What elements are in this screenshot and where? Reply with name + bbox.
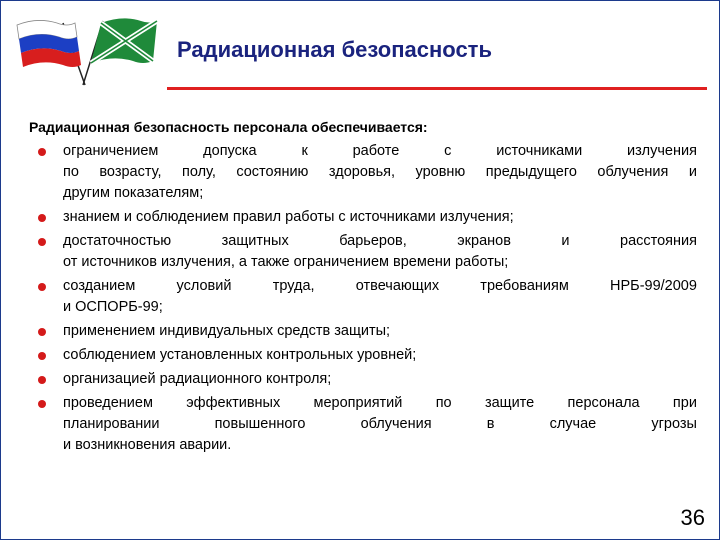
word: возрасту, xyxy=(99,164,162,180)
list-item xyxy=(29,369,697,390)
text-line: знанием и соблюдением правил работы с источниками излучения; xyxy=(63,209,514,225)
word: и xyxy=(561,233,570,249)
bullet-icon xyxy=(38,376,46,384)
slide-title: Радиационная безопасность xyxy=(177,37,492,62)
word: по xyxy=(435,395,452,411)
word: по xyxy=(63,164,79,180)
text-line: от источников излучения, а также ограничением времени работы; xyxy=(63,254,509,270)
text-line: и возникновения аварии. xyxy=(63,437,232,453)
page-number: 36 xyxy=(680,505,705,530)
list-item xyxy=(29,231,697,273)
word: состоянию xyxy=(236,164,309,180)
list-item xyxy=(29,207,697,228)
word: к xyxy=(301,143,308,159)
text-line: соблюдением установленных контрольных уровней; xyxy=(63,347,417,363)
content-body xyxy=(29,119,697,459)
measures-list xyxy=(29,141,697,456)
word: проведением xyxy=(63,395,153,411)
word: защитных xyxy=(221,233,289,249)
word: с xyxy=(444,143,452,159)
word: облучения xyxy=(597,164,669,180)
list-item xyxy=(29,345,697,366)
word: полу, xyxy=(181,164,216,180)
justified-line xyxy=(63,414,697,435)
word: защите xyxy=(484,395,535,411)
word: излучения xyxy=(627,143,697,159)
word: ограничением xyxy=(63,143,159,159)
justified-line xyxy=(63,393,697,414)
word: облучения xyxy=(360,416,432,432)
word: НРБ-99/2009 xyxy=(610,278,697,294)
word: барьеров, xyxy=(339,233,407,249)
word: случае xyxy=(549,416,597,432)
word: расстояния xyxy=(620,233,697,249)
justified-line xyxy=(63,231,697,252)
intro-text: Радиационная безопасность персонала обеспечивается: xyxy=(29,119,428,135)
word: планировании xyxy=(63,416,160,432)
text-line: применением индивидуальных средств защиты; xyxy=(63,323,391,339)
word: экранов xyxy=(457,233,511,249)
justified-line xyxy=(63,141,697,162)
word: источниками xyxy=(496,143,583,159)
list-item xyxy=(29,141,697,204)
word: допуска xyxy=(203,143,257,159)
text-line: другим показателям; xyxy=(63,185,204,201)
word: повышенного xyxy=(214,416,306,432)
word: здоровья, xyxy=(328,164,396,180)
bullet-icon xyxy=(38,214,46,222)
text-line: организацией радиационного контроля; xyxy=(63,371,332,387)
justified-line xyxy=(63,276,697,297)
word: созданием xyxy=(63,278,136,294)
list-item xyxy=(29,393,697,456)
list-item xyxy=(29,321,697,342)
justified-line xyxy=(63,162,697,183)
word: требованиям xyxy=(480,278,569,294)
bullet-icon xyxy=(38,328,46,336)
word: и xyxy=(688,164,697,180)
bullet-icon xyxy=(38,283,46,291)
word: при xyxy=(672,395,697,411)
word: в xyxy=(486,416,495,432)
word: уровню xyxy=(415,164,466,180)
word: угрозы xyxy=(651,416,697,432)
flags-logo xyxy=(13,15,163,87)
word: мероприятий xyxy=(313,395,403,411)
word: условий xyxy=(176,278,232,294)
word: достаточностью xyxy=(63,233,172,249)
word: персонала xyxy=(567,395,640,411)
bullet-icon xyxy=(38,352,46,360)
bullet-icon xyxy=(38,400,46,408)
word: предыдущего xyxy=(485,164,577,180)
word: отвечающих xyxy=(355,278,440,294)
title-underline xyxy=(167,87,707,90)
list-item xyxy=(29,276,697,318)
text-line: и ОСПОРБ-99; xyxy=(63,299,163,315)
word: эффективных xyxy=(186,395,281,411)
word: работе xyxy=(352,143,400,159)
bullet-icon xyxy=(38,238,46,246)
bullet-icon xyxy=(38,148,46,156)
word: труда, xyxy=(272,278,315,294)
